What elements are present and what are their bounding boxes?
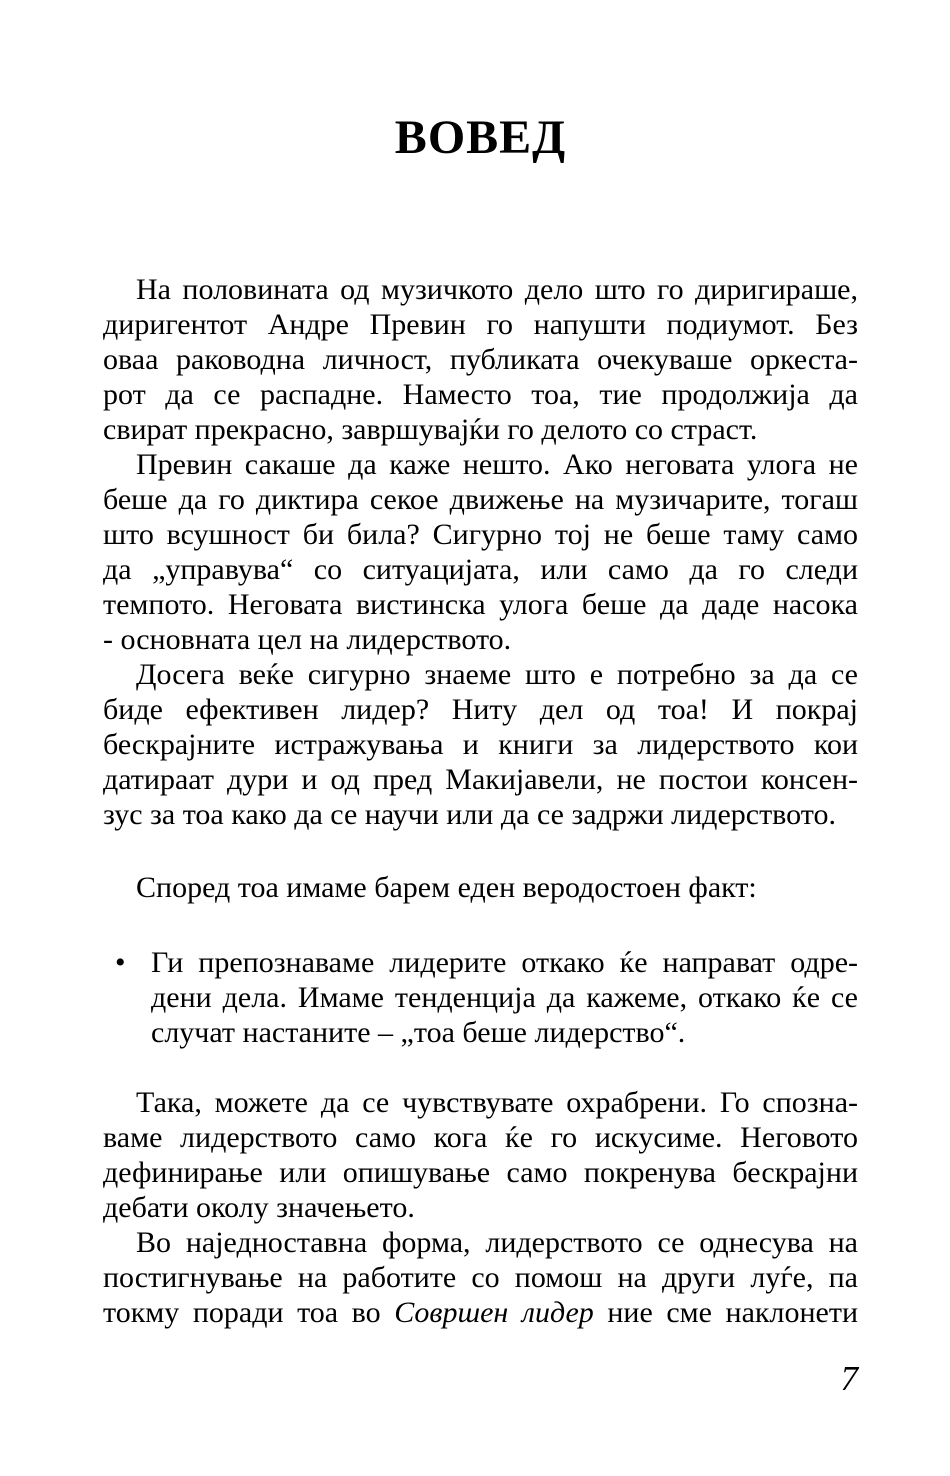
text-line: - основната цел на лидерството. xyxy=(103,623,512,656)
page-number: 7 xyxy=(840,1359,858,1398)
text-line: Во наједноставна форма, лидерството се однесува на xyxy=(136,1226,858,1259)
text-line: темпото. Неговата вистинска улога беше да даде насока xyxy=(103,588,858,621)
text-line: постигнување на работите со помош на други луѓе, па xyxy=(103,1261,858,1294)
text-line: дефинирање или опишување само покренува бескрајни xyxy=(103,1156,858,1189)
text-line: рот да се распадне. Наместо тоа, тие продолжија да xyxy=(103,378,858,411)
text-line: бескрајните истражувања и книги за лидерството кои xyxy=(103,728,858,761)
text-line: оваа раководна личност, публиката очекуваше оркеста- xyxy=(103,343,858,376)
chapter-title: ВОВЕД xyxy=(394,111,567,164)
text-line-mixed xyxy=(103,1295,858,1330)
text-line: Така, можете да се чувствувате охрабрени. Го спозна- xyxy=(136,1086,858,1119)
paragraph-2 xyxy=(103,447,858,657)
text-line: ваме лидерството само кога ќе го искусиме. Неговото xyxy=(103,1121,858,1154)
paragraph-6 xyxy=(103,1225,858,1330)
text-line: зус за тоа како да се научи или да се задржи лидерството. xyxy=(103,798,836,831)
paragraph-1 xyxy=(103,272,858,447)
text-segment: ние сме наклонети xyxy=(593,1296,858,1329)
text-line: свират прекрасно, завршувајќи го делото со страст. xyxy=(103,413,758,446)
text-line: Досега веќе сигурно знаеме што е потребно за да се xyxy=(136,658,858,691)
paragraph-3 xyxy=(103,657,858,832)
text-line: дебати околу значењето. xyxy=(103,1191,415,1224)
text-line: беше да го диктира секое движење на музичарите, тогаш xyxy=(103,483,858,516)
text-line: што всушност би била? Сигурно тој не беше таму само xyxy=(103,518,858,551)
bullet-list-item xyxy=(103,945,858,1050)
paragraph-fact-intro xyxy=(103,870,858,905)
page-body xyxy=(103,272,858,1330)
bullet-icon: • xyxy=(115,946,126,979)
text-line: диригентот Андре Превин го напушти подиумот. Без xyxy=(103,308,858,341)
text-segment: токму поради тоа во xyxy=(103,1296,395,1329)
text-line: случат настаните – „тоа беше лидерство“. xyxy=(151,1016,686,1049)
text-line: На половината од музичкото дело што го диригираше, xyxy=(136,273,858,306)
text-line: да „управува“ со ситуацијата, или само да го следи xyxy=(103,553,858,586)
text-line: Превин сакаше да каже нешто. Ако неговата улога не xyxy=(136,448,858,481)
text-line: Според тоа имаме барем еден веродостоен факт: xyxy=(136,871,757,904)
text-line: датираат дури и од пред Макијавели, не постои консен- xyxy=(103,763,858,796)
text-line: Ги препознаваме лидерите откако ќе направат одре- xyxy=(151,946,858,979)
text-line: биде ефективен лидер? Ниту дел од тоа! И покрај xyxy=(103,693,858,726)
paragraph-5 xyxy=(103,1085,858,1225)
text-line: дени дела. Имаме тенденција да кажеме, откако ќе се xyxy=(151,981,858,1014)
book-title-italic: Совршен лидер xyxy=(394,1296,594,1329)
